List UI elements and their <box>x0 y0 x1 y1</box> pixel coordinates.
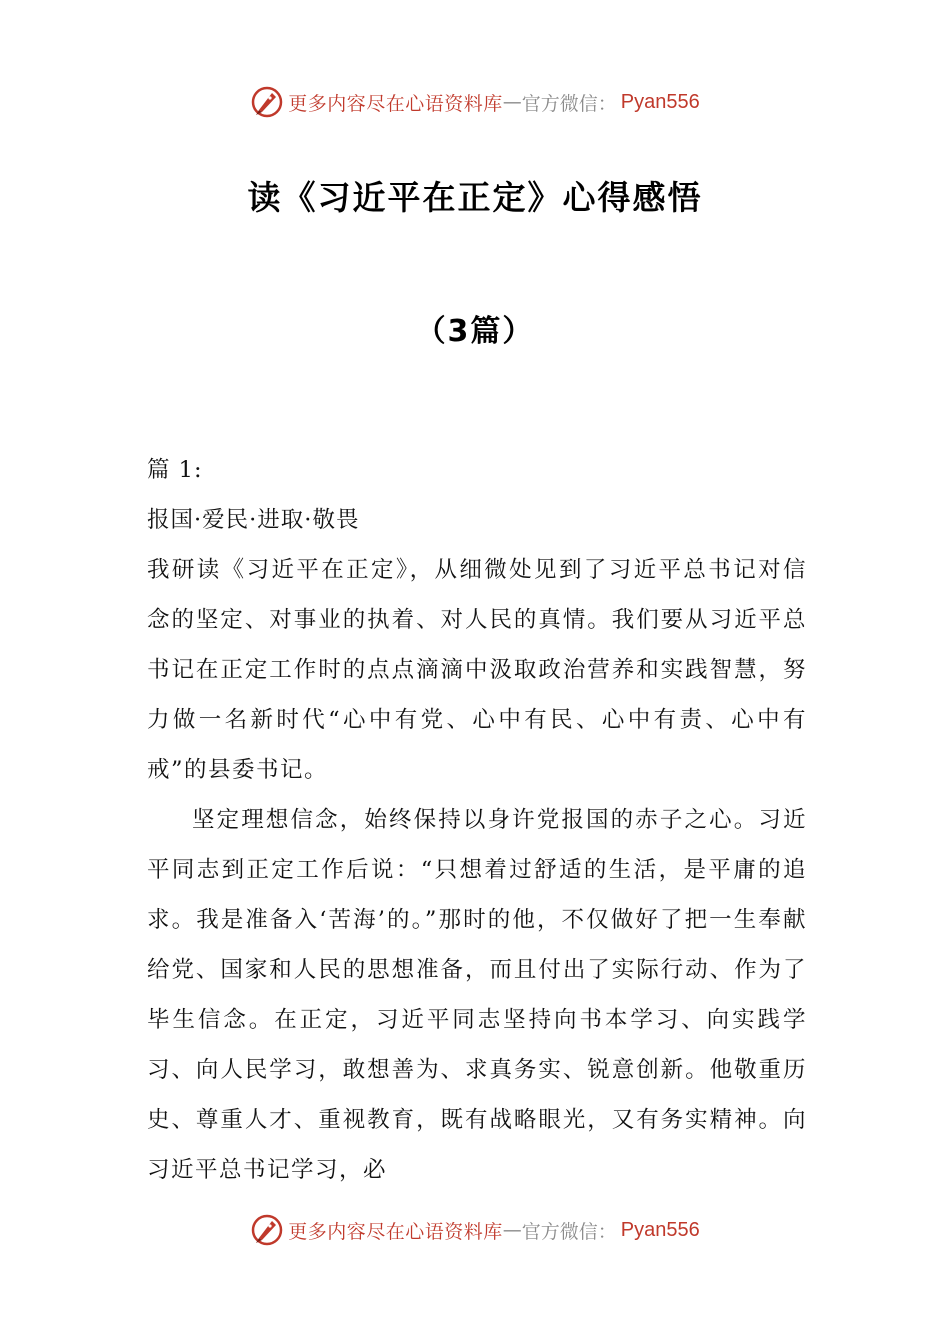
watermark-wechat-label: 官方微信： <box>521 1220 617 1243</box>
watermark-dash: — <box>502 1219 522 1241</box>
watermark-wechat-label: 官方微信： <box>521 92 617 115</box>
footer-watermark <box>0 1210 950 1250</box>
body-paragraph: 坚定理想信念，始终保持以身许党报国的赤子之心。习近平同志到正定工作后说：“只想着过舒适的生活，是平庸的追求。我是准备入‘苦海’的。”那时的他，不仅做好了把一生奉献给党、国家和人民的思想准备，而且付出了实际行动、作为了毕生信念。在正定，习近平同志坚持向书本学习、向实践学习、向人民学习，敢想善为、求真务实、锐意创新。他敬重历史、尊重人才、重视教育，既有战略眼光，又有务实精神。向习近平总书记学习，必 <box>147 807 807 1183</box>
watermark-text: 更多内容尽在心语资料库 <box>288 92 503 115</box>
pen-nib-logo-icon <box>250 1213 284 1247</box>
document-body <box>147 445 807 1195</box>
watermark-wechat-id: Pyan556 <box>620 90 700 113</box>
section-heading: 报国·爱民·进取·敬畏 <box>147 507 360 533</box>
watermark-text: 更多内容尽在心语资料库 <box>288 1220 503 1243</box>
header-watermark <box>0 82 950 122</box>
watermark-dash: — <box>502 91 522 113</box>
document-subtitle: （3篇） <box>415 314 535 349</box>
section-label: 篇 1: <box>147 457 203 483</box>
watermark-wechat-id: Pyan556 <box>620 1218 700 1241</box>
document-title: 读《习近平在正定》心得感悟 <box>247 178 703 217</box>
pen-nib-logo-icon <box>250 85 284 119</box>
body-paragraph: 我研读《习近平在正定》，从细微处见到了习近平总书记对信念的坚定、对事业的执着、对人民的真情。我们要从习近平总书记在正定工作时的点点滴滴中汲取政治营养和实践智慧，努力做一名新时代“心中有党、心中有民、心中有责、心中有戒”的县委书记。 <box>147 557 807 783</box>
